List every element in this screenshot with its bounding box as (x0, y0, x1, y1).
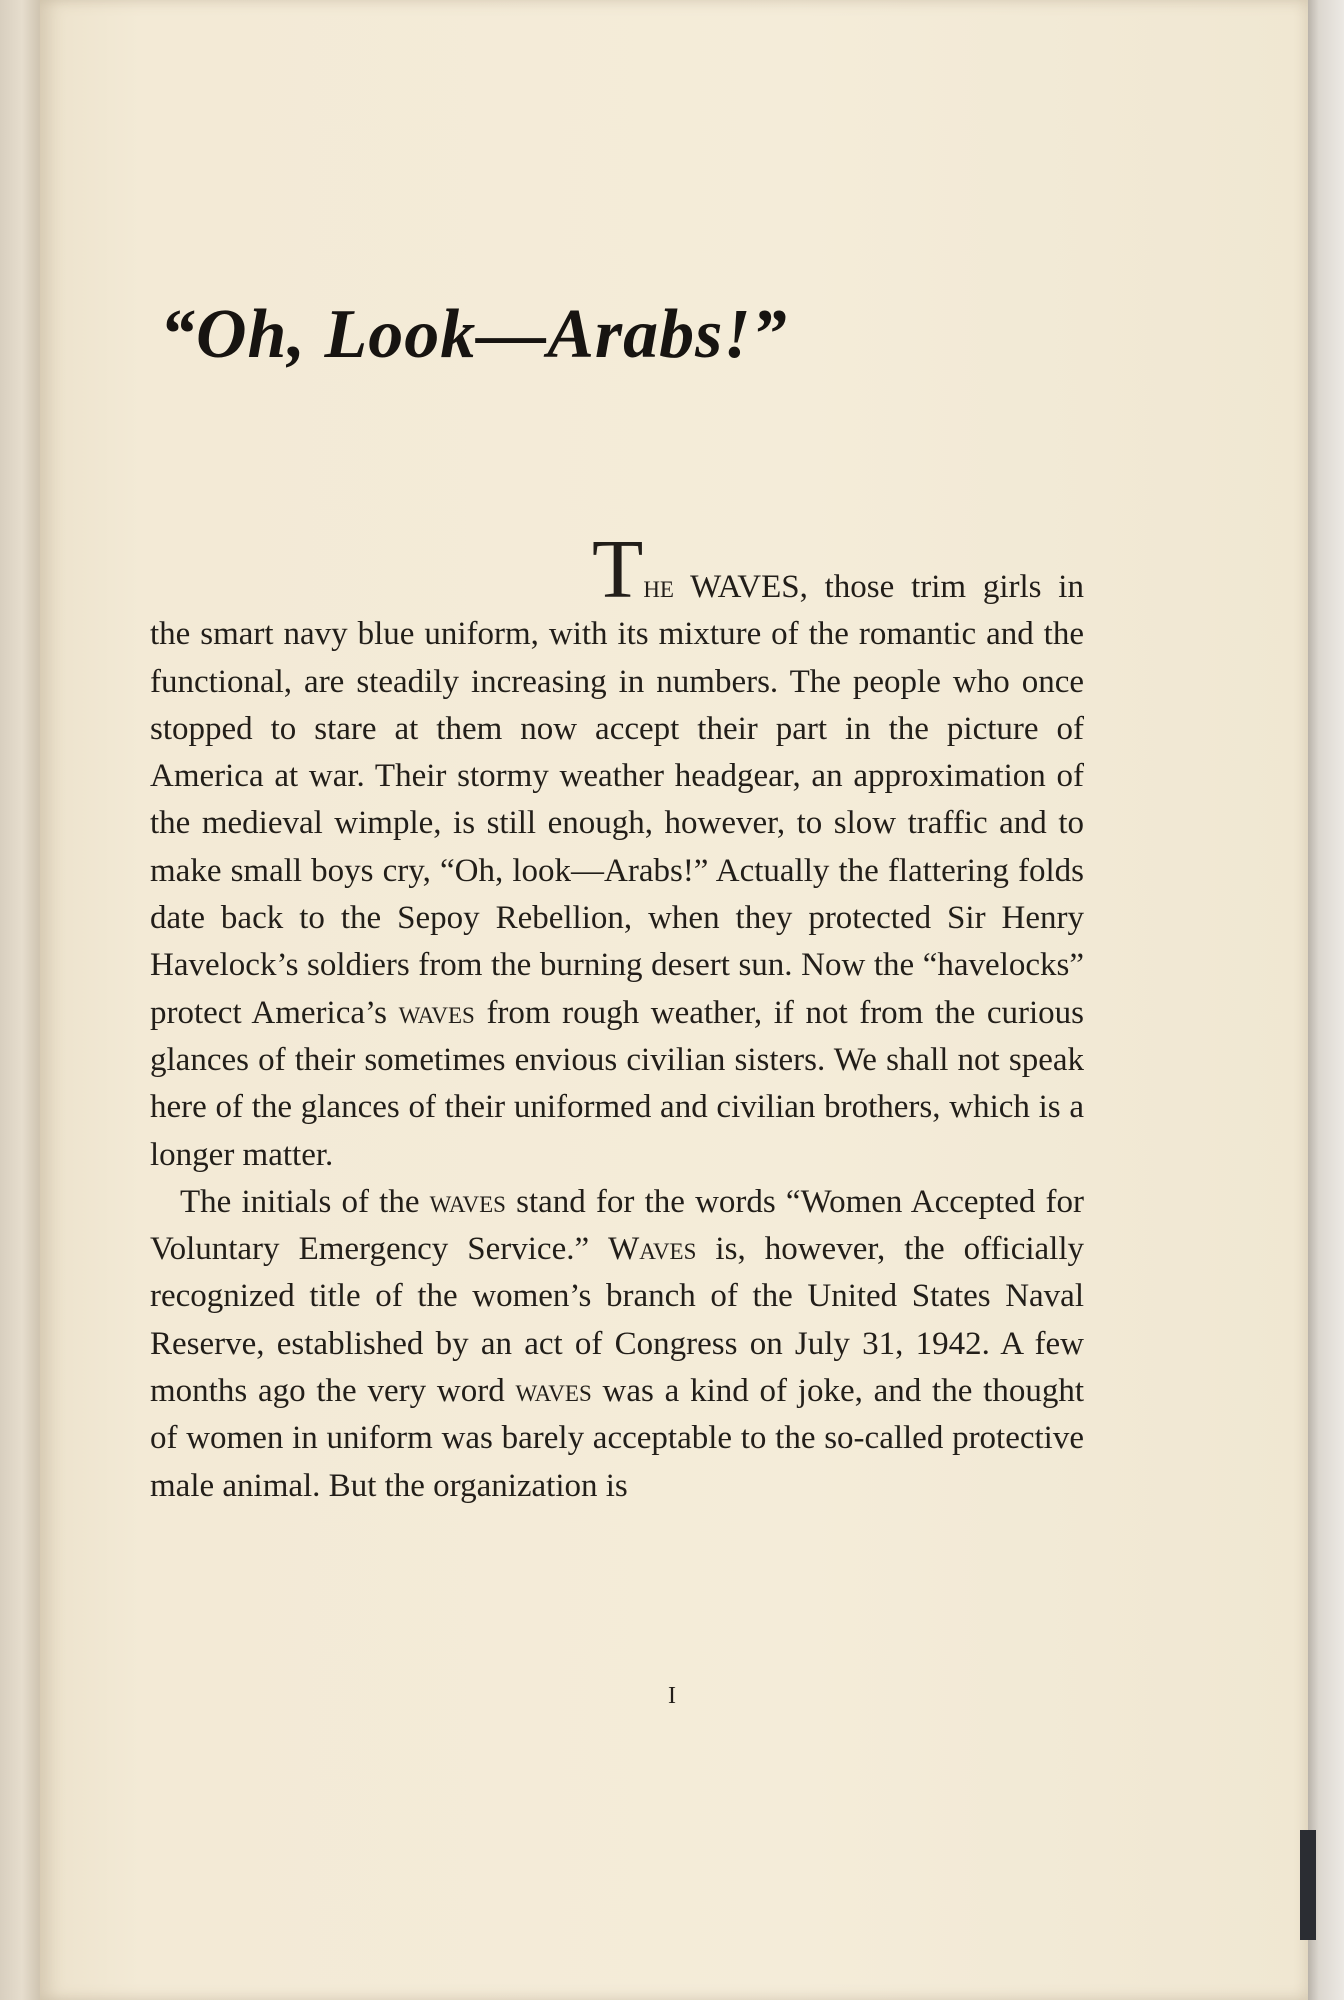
drop-cap: T (592, 523, 644, 616)
paragraph-1-text-b: from rough weather, if not from the curious glances of their sometimes envious civilian sisters. We shall not speak here of the glances of their uniformed and civilian brothers, which is a longer matter. (150, 994, 1084, 1173)
lead-in-caps: he WAVES, (643, 569, 808, 605)
paragraph-2 (150, 1179, 1084, 1510)
paragraph-2-text-a: The initials of the (180, 1183, 430, 1220)
paragraph-2-text-d: was a kind of joke, and the thought of women in uniform was barely acceptable to the so-called protective male animal. But the organization is (150, 1373, 1084, 1504)
book-cover-edge (1300, 1830, 1316, 1940)
paragraph-1-text-a: those trim girls in the smart navy blue uniform, with its mixture of the romantic and the functional, are steadily increasing in numbers. The people who once stopped to stare at them now accept their part in the picture of America at war. Their stormy weather headgear, an approximation of the medieval wimple, is still enough, however, to slow traffic and to make small boys cry, “Oh, look—Arabs!” Actually the flattering folds date back to the Sepoy Rebellion, when they protected Sir Henry Havelock’s soldiers from the burning desert sun. Now the “havelocks” protect America’s (150, 569, 1084, 1031)
waves-small-caps: Waves (608, 1231, 697, 1268)
chapter-body (150, 523, 1084, 1510)
waves-small-caps: waves (429, 1183, 506, 1220)
waves-small-caps: waves (515, 1373, 592, 1410)
paragraph-2-text-c: is, however, the officially recognized title of the women’s branch of the United States Naval Reserve, established by an act of Congress on July 31, 1942. A few months ago the very word (150, 1231, 1084, 1410)
paragraph-2-text-b: stand for the words “Women Accepted for Voluntary Emergency Service.” (150, 1183, 1084, 1268)
waves-small-caps: waves (398, 994, 475, 1031)
paragraph-1 (150, 523, 1084, 1179)
page-number: I (668, 1683, 676, 1709)
chapter-title: “Oh, Look—Arabs!” (160, 296, 788, 373)
